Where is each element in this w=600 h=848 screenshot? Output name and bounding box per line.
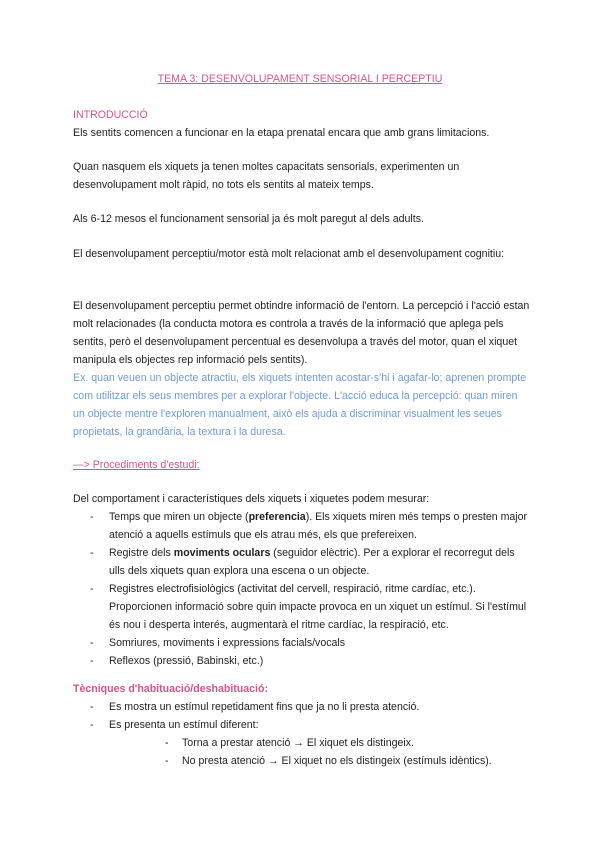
intro-paragraph-4: El desenvolupament perceptiu/motor està molt relacionat amb el desenvolupament cognitiu: — [73, 248, 505, 260]
procediments-lead: Del comportament i característiques dels xiquets i xiquetes podem mesurar: — [73, 493, 430, 505]
page-title: TEMA 3: DESENVOLUPAMENT SENSORIAL I PERCEPTIU — [157, 73, 443, 85]
list-item: - Torna a prestar atenció → El xiquet els distingeix. — [109, 734, 531, 752]
habituacio-list — [73, 698, 531, 770]
list-item: - Reflexos (pressió, Babinski, etc.) — [73, 652, 531, 670]
procediments-list — [73, 508, 531, 670]
habituacio-sublist — [109, 734, 531, 770]
intro-example: Ex. quan veuen un objecte atractiu, els xiquets intenten acostar-s'hi i agafar-lo; aprenen prompte com utilitzar els seus membres per a explorar l'objecte. L'acció educa la percepció: quan miren un objecte mentre l'exploren manualment, això els ajuda a discriminar visualment les seues propietats, la grandària, la textura i la duresa. — [73, 372, 527, 438]
list-item: - Es mostra un estímul repetidament fins que ja no li presta atenció. — [73, 698, 531, 716]
intro-paragraph-2: Quan nasquem els xiquets ja tenen moltes capacitats sensorials, experimenten un desenvolupament molt ràpid, no tots els sentits al mateix temps. — [73, 161, 460, 191]
intro-section — [73, 106, 531, 142]
intro-paragraph-5 — [73, 297, 531, 441]
intro-heading: INTRODUCCIÓ — [73, 109, 148, 121]
procediments-link-text[interactable]: —> Procediments d'estudi: — [73, 459, 200, 471]
list-item: - Somriures, moviments i expressions facials/vocals — [73, 634, 531, 652]
list-item: - No presta atenció → El xiquet no els distingeix (estímuls idèntics). — [109, 752, 531, 770]
intro-paragraph-1: Els sentits comencen a funcionar en la etapa prenatal encara que amb grans limitacions. — [73, 127, 490, 139]
procediments-link[interactable] — [73, 456, 531, 474]
list-item: - Es presenta un estímul diferent: - Torna a prestar atenció → El xiquet els distingeix. - No presta atenció → El xiquet no els distingeix (estímuls idèntics). — [73, 716, 531, 770]
list-item: - Registres electrofisiològics (activitat del cervell, respiració, ritme cardíac, etc.). Proporcionen informació sobre quin impacte provoca en un xiquet un estímul. Si l'estímul és nou i desperta interés, augmentarà el ritme cardíac, la respiració, etc. — [73, 580, 531, 634]
habituacio-section — [73, 680, 531, 770]
list-item: - Temps que miren un objecte (preferencia). Els xiquets miren més temps o presten major atenció a aquells estímuls que els atrau més, els que prefereixen. — [73, 508, 531, 544]
habituacio-heading: Tècniques d'habituació/deshabituació: — [73, 683, 269, 695]
intro-paragraph-5-text: El desenvolupament perceptiu permet obtindre informació de l'entorn. La percepció i l'acció estan molt relacionades (la conducta motora es controla a través de la informació que aplega pels sentits, però el desenvolupament percentual es desenvolupa a través del motor, quan el xiquet manipula els objectes rep informació pels sentits). — [73, 300, 530, 366]
list-item: - Registre dels moviments oculars (seguidor elèctric). Per a explorar el recorregut dels ulls dels xiquets quan explora una escena o un objecte. — [73, 544, 531, 580]
procediments-section — [73, 490, 531, 670]
intro-paragraph-3: Als 6-12 mesos el funcionament sensorial ja és molt paregut al dels adults. — [73, 213, 424, 225]
